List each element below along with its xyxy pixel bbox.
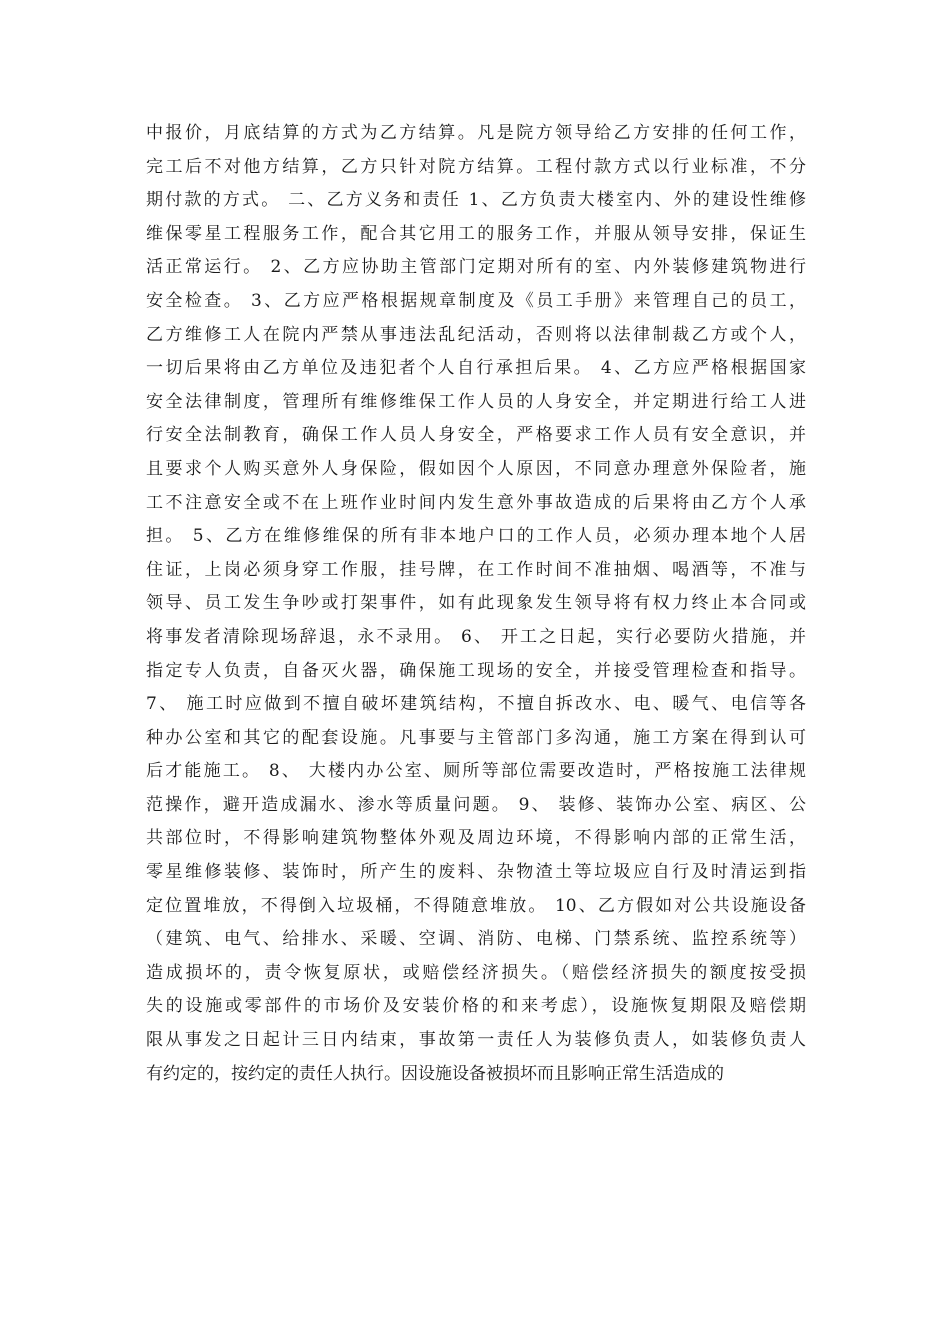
text-line: 限从事发之日起计三日内结束，事故第一责任人为装修负责人，如装修负责人 (146, 1030, 806, 1051)
text-line: 工不注意安全或不在上班作业时间内发生意外事故造成的后果将由乙方个人承 (146, 492, 806, 513)
text-line: 中报价，月底结算的方式为乙方结算。凡是院方领导给乙方安排的任何工作， (146, 123, 806, 143)
text-line: 零星维修装修、装饰时，所产生的废料、杂物渣土等垃圾应自行及时清运到指 (146, 862, 806, 883)
text-line: 共部位时，不得影响建筑物整体外观及周边环境，不得影响内部的正常生活， (146, 828, 806, 849)
text-line: 期付款的方式。 二、乙方义务和责任 1、乙方负责大楼室内、外的建设性维修 (146, 190, 806, 211)
text-line: 范操作，避开造成漏水、渗水等质量问题。 9、 装修、装饰办公室、病区、公 (146, 794, 806, 815)
text-line: 种办公室和其它的配套设施。凡事要与主管部门多沟通，施工方案在得到认可 (146, 727, 806, 748)
text-line: 造成损坏的，责令恢复原状，或赔偿经济损失。（赔偿经济损失的额度按受损 (146, 962, 806, 983)
text-line: 行安全法制教育，确保工作人员人身安全，严格要求工作人员有安全意识，并 (146, 425, 806, 446)
text-line: （建筑、电气、给排水、采暖、空调、消防、电梯、门禁系统、监控系统等） (146, 929, 806, 950)
text-line: 安全法律制度，管理所有维修维保工作人员的人身安全，并定期进行给工人进 (146, 391, 806, 412)
text-line: 安全检查。 3、乙方应严格根据规章制度及《员工手册》来管理自己的员工， (146, 290, 806, 311)
text-line: 担。 5、乙方在维修维保的所有非本地户口的工作人员，必须办理本地个人居 (146, 526, 806, 547)
text-line: 完工后不对他方结算，乙方只针对院方结算。工程付款方式以行业标准，不分 (146, 156, 806, 177)
text-line: 维保零星工程服务工作，配合其它用工的服务工作，并服从领导安排，保证生 (146, 223, 806, 244)
text-line: 乙方维修工人在院内严禁从事违法乱纪活动，否则将以法律制裁乙方或个人， (146, 324, 806, 345)
text-line: 住证，上岗必须身穿工作服，挂号牌，在工作时间不准抽烟、喝酒等，不准与 (146, 559, 806, 580)
text-line: 失的设施或零部件的市场价及安装价格的和来考虑），设施恢复期限及赔偿期 (146, 996, 806, 1017)
text-line: 一切后果将由乙方单位及违犯者个人自行承担后果。 4、乙方应严格根据国家 (146, 358, 806, 379)
contract-body-text (146, 117, 806, 1091)
text-line: 定位置堆放，不得倒入垃圾桶，不得随意堆放。 10、乙方假如对公共设施设备 (146, 895, 806, 916)
text-line: 指定专人负责，自备灭火器，确保施工现场的安全，并接受管理检查和指导。 (146, 660, 806, 681)
text-line: 且要求个人购买意外人身保险，假如因个人原因，不同意办理意外保险者，施 (146, 458, 806, 479)
text-line: 将事发者清除现场辞退，永不录用。 6、 开工之日起，实行必要防火措施，并 (146, 626, 806, 647)
text-line: 7、 施工时应做到不擅自破坏建筑结构，不擅自拆改水、电、暖气、电信等各 (146, 694, 806, 715)
text-line: 领导、员工发生争吵或打架事件，如有此现象发生领导将有权力终止本合同或 (146, 593, 806, 614)
text-line: 后才能施工。 8、 大楼内办公室、厕所等部位需要改造时，严格按施工法律规 (146, 761, 806, 782)
text-line: 有约定的，按约定的责任人执行。因设施设备被损坏而且影响正常生活造成的 (146, 1063, 724, 1084)
text-line: 活正常运行。 2、乙方应协助主管部门定期对所有的室、内外装修建筑物进行 (146, 257, 806, 278)
